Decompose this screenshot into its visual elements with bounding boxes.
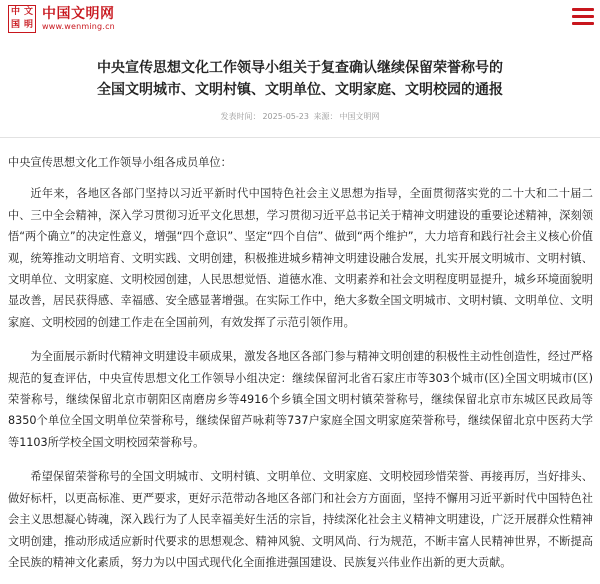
site-header <box>0 0 600 40</box>
date-label: 发表时间： <box>220 112 261 121</box>
logo-text <box>42 6 115 32</box>
source-label: 来源： <box>313 112 338 121</box>
publish-date: 2025-05-23 <box>262 112 309 121</box>
article-meta <box>0 111 600 123</box>
article-title-line-1: 中央宣传思想文化工作领导小组关于复查确认继续保留荣誉称号的 <box>97 60 503 76</box>
body-paragraph-3: 希望保留荣誉称号的全国文明城市、文明村镇、文明单位、文明家庭、文明校园珍惜荣誉、再接再厉，当好排头、做好标杆，以更高标准、更严要求，更好示范带动各地区各部门和社会方方面面，坚持不懈用习近平新时代中国特色社会主义思想凝心铸魂，深入践行为了人民幸福美好生活的宗旨，持续深化社会主义精神文明建设，广泛开展群众性精神文明创建，推动形成适应新时代要求的思想观念、精神风貌、文明风尚、行为规范，不断丰富人民精神世界，不断提高全民族的精神文化素质，努力为以中国式现代化全面推进强国建设、民族复兴伟业作出新的更大贡献。 <box>8 470 593 569</box>
article-title-line-2: 全国文明城市、文明村镇、文明单位、文明家庭、文明校园的通报 <box>97 82 503 98</box>
article-title <box>20 57 580 101</box>
salutation: 中央宣传思想文化工作领导小组各成员单位： <box>8 156 232 169</box>
article-body <box>8 152 593 584</box>
title-divider <box>0 137 600 138</box>
body-paragraph-1: 近年来，各地区各部门坚持以习近平新时代中国特色社会主义思想为指导，全面贯彻落实党的二十大和二十届二中、三中全会精神，深入学习贯彻习近平文化思想，学习贯彻习近平总书记关于精神文明建设的重要论述精神，深刻领悟“两个确立”的决定性意义，增强“四个意识”、坚定“四个自信”、做到“两个维护”，大力培育和践行社会主义核心价值观，统筹推动文明培育、文明实践、文明创建，积极推进城乡精神文明建设融合发展，扎实开展文明城市、文明村镇、文明单位、文明家庭、文明校园创建，人民思想觉悟、道德水准、文明素养和社会文明程度明显提升，城乡环境面貌明显改善，居民获得感、幸福感、安全感显著增强。在实际工作中，绝大多数全国文明城市、文明村镇、文明单位、文明家庭、文明校园的创建工作走在全国前列，有效发挥了示范引领作用。 <box>8 187 593 329</box>
article-source[interactable]: 中国文明网 <box>339 112 380 121</box>
hamburger-menu-icon[interactable] <box>572 7 594 27</box>
site-logo[interactable] <box>8 5 115 33</box>
logo-seal-icon: 中 文 国 明 <box>8 5 36 33</box>
body-paragraph-2: 为全面展示新时代精神文明建设丰硕成果，激发各地区各部门参与精神文明创建的积极性主动性创造性，经过严格规范的复查评估，中央宣传思想文化工作领导小组决定：继续保留河北省石家庄市等303个城市(区)全国文明城市(区)荣誉称号，继续保留北京市朝阳区南磨房乡等4916个乡镇全国文明村镇荣誉称号，继续保留北京市东城区民政局等8350个单位全国文明单位荣誉称号，继续保留芦咏莉等737户家庭全国文明家庭荣誉称号，继续保留北京中医药大学等1103所学校全国文明校园荣誉称号。 <box>8 350 593 449</box>
site-url: www.wenming.cn <box>42 22 115 31</box>
site-name: 中国文明网 <box>42 6 115 22</box>
